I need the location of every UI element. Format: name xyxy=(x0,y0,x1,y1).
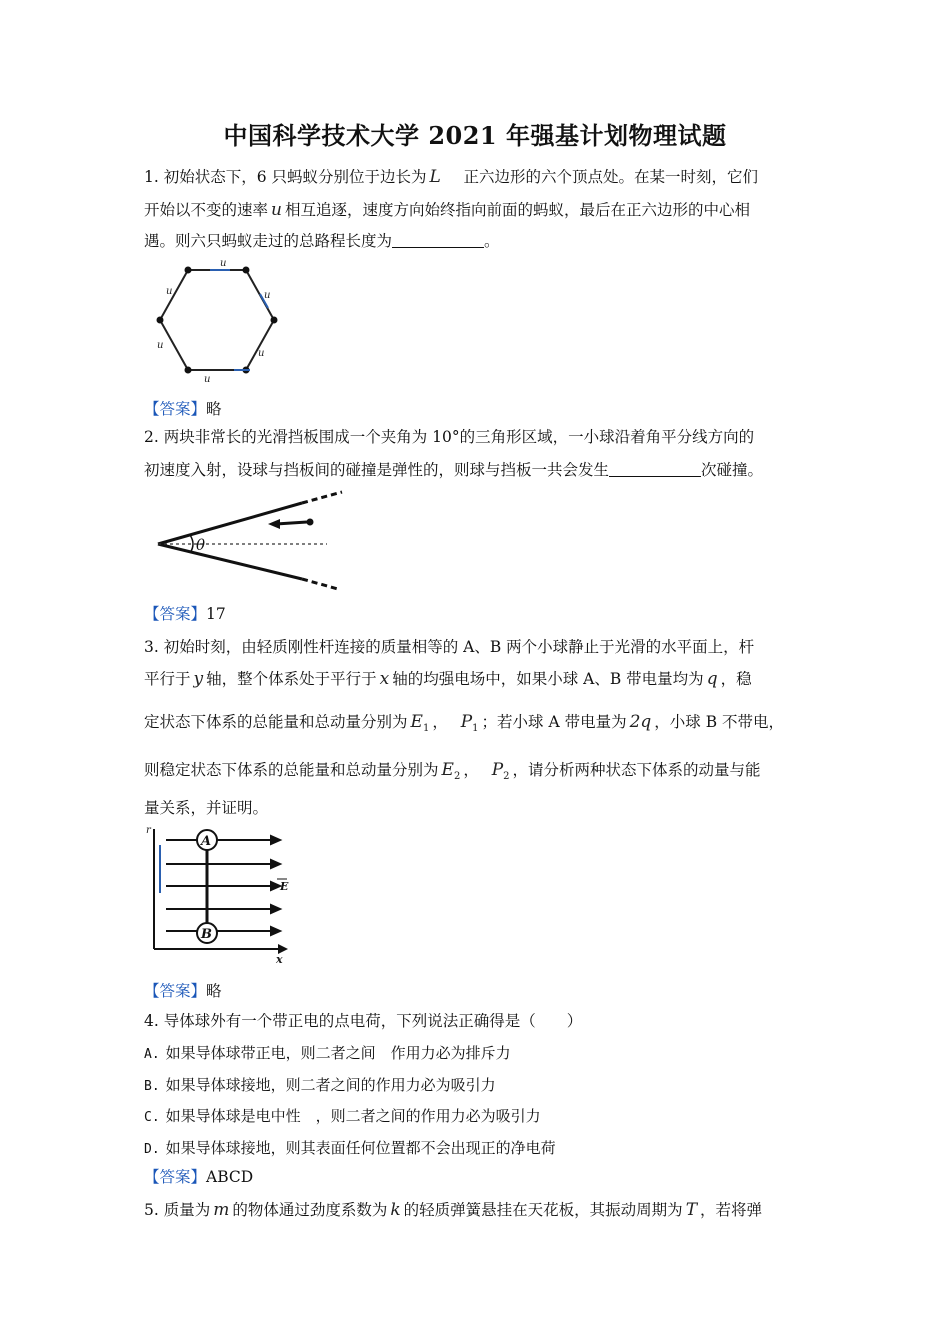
q4-stem: 4. 导体球外有一个带正电的点电荷，下列说法正确得是（ ） xyxy=(144,1012,583,1030)
q3-text: 轴，整个体系处于平行于 xyxy=(206,670,377,688)
subscript: 1 xyxy=(472,723,479,734)
q3-line-2 xyxy=(144,668,752,690)
lower-plate-dashed xyxy=(302,579,338,589)
page-title: 中国科学技术大学 2021 年强基计划物理试题 xyxy=(223,121,727,150)
q4-option-b[interactable] xyxy=(144,1074,496,1095)
subscript: 1 xyxy=(422,723,430,734)
answer-blank[interactable] xyxy=(609,460,701,477)
var-E1 xyxy=(411,712,430,732)
hexagon-outline xyxy=(160,270,274,370)
subscript: 2 xyxy=(453,771,461,782)
q1-text: 相互追逐，速度方向始终指向前面的蚂蚁，最后在正六边形的中心相 xyxy=(284,201,750,219)
q1-line-2 xyxy=(144,199,750,221)
electric-field-figure xyxy=(144,823,294,966)
q4-answer xyxy=(144,1166,253,1188)
q1-text: 1. 初始状态下，6 只蚂蚁分别位于边长为 xyxy=(144,168,427,186)
q5-text: 的轻质弹簧悬挂在天花板，其振动周期为 xyxy=(403,1201,683,1219)
var-P: P xyxy=(491,760,504,780)
var-P2 xyxy=(492,760,510,780)
u-label: u xyxy=(258,348,265,359)
answer-label: 【答案】 xyxy=(144,400,207,418)
var-u: u xyxy=(271,200,282,220)
q3-answer xyxy=(144,980,222,1002)
subscript: 2 xyxy=(503,771,510,782)
option-text: 如果导体球接地，则其表面任何位置都不会出现正的净电荷 xyxy=(165,1139,556,1157)
q3-text: 则稳定状态下体系的总能量和总动量分别为 xyxy=(144,761,439,779)
x-axis-label: x xyxy=(276,953,283,966)
q2-line-2 xyxy=(144,459,763,481)
q2-text: 初速度入射，设球与挡板间的碰撞是弹性的，则球与挡板一共会发生 xyxy=(144,461,610,479)
option-letter: B. xyxy=(144,1079,160,1094)
q1-text: 。 xyxy=(484,232,500,250)
q2-line-1: 2. 两块非常长的光滑挡板围成一个夹角为 10°的三角形区域，一小球沿着角平分线方向的 xyxy=(144,428,755,446)
option-letter: A. xyxy=(144,1047,160,1062)
answer-blank[interactable] xyxy=(392,231,484,248)
var-P1 xyxy=(461,712,479,732)
u-label: u xyxy=(220,258,227,269)
wedge-figure xyxy=(152,487,347,597)
u-label: u xyxy=(157,340,164,351)
hexagon-ants-figure xyxy=(150,258,285,383)
q3-text: ， xyxy=(463,761,479,779)
field-lines xyxy=(166,836,280,935)
var-x: x xyxy=(379,669,390,689)
q3-line-4 xyxy=(144,759,761,788)
ant-dot xyxy=(243,267,250,274)
var-q: q xyxy=(706,669,718,689)
q4-option-d[interactable] xyxy=(144,1137,556,1158)
q2-text: 次碰撞。 xyxy=(701,461,764,479)
ant-dot xyxy=(157,317,164,324)
option-text: 如果导体球接地，则二者之间的作用力必为吸引力 xyxy=(165,1076,496,1094)
q3-text: ；若小球 A 带电量为 xyxy=(481,713,627,731)
theta-label: θ xyxy=(196,536,206,554)
var-E2 xyxy=(442,760,461,780)
q1-answer xyxy=(144,398,222,420)
q1-text: 遇。则六只蚂蚁走过的总路程长度为 xyxy=(144,232,393,250)
q3-line-1: 3. 初始时刻，由轻质刚性杆连接的质量相等的 A、B 两个小球静止于光滑的水平面上，杆 xyxy=(144,638,755,656)
q3-line-3 xyxy=(144,711,784,740)
q5-text: 5. 质量为 xyxy=(144,1201,211,1219)
answer-value: 略 xyxy=(206,400,222,418)
var-y: y xyxy=(193,669,204,689)
q5-text: ，若将弹 xyxy=(700,1201,763,1219)
option-text: 如果导体球带正电，则二者之间 作用力必为排斥力 xyxy=(165,1044,511,1062)
y-axis-label: r xyxy=(146,825,151,836)
q5-line-1 xyxy=(144,1199,762,1221)
var-2q: 2q xyxy=(629,712,652,732)
var-E: E xyxy=(410,712,423,732)
option-letter: D. xyxy=(144,1142,160,1157)
ball-B-label: B xyxy=(201,927,212,942)
q3-text: 平行于 xyxy=(144,670,191,688)
q3-line-5: 量关系，并证明。 xyxy=(144,799,269,817)
q3-text: ， xyxy=(432,713,448,731)
answer-label: 【答案】 xyxy=(144,982,207,1000)
q5-text: 的物体通过劲度系数为 xyxy=(232,1201,388,1219)
field-E-label: E xyxy=(280,880,289,893)
answer-value: 17 xyxy=(206,605,226,623)
u-label: u xyxy=(204,374,211,383)
var-L: L xyxy=(429,167,441,187)
q3-text: 轴的均强电场中，如果小球 A、B 带电量均为 xyxy=(392,670,704,688)
ant-dot xyxy=(271,317,278,324)
answer-value: ABCD xyxy=(206,1168,254,1186)
q3-text: ，稳 xyxy=(720,670,752,688)
velocity-arrow xyxy=(276,522,307,524)
ant-dot xyxy=(185,267,192,274)
q4-option-c[interactable] xyxy=(144,1105,541,1126)
upper-plate-dashed xyxy=(302,492,342,503)
q1-text: 开始以不变的速率 xyxy=(144,201,269,219)
ant-dot xyxy=(185,367,192,374)
var-m: m xyxy=(213,1200,230,1220)
arrow-head xyxy=(268,519,280,529)
q3-text: 定状态下体系的总能量和总动量分别为 xyxy=(144,713,408,731)
answer-label: 【答案】 xyxy=(144,605,207,623)
q1-line-1 xyxy=(144,166,758,188)
var-E: E xyxy=(441,760,454,780)
var-P: P xyxy=(460,712,473,732)
lower-plate xyxy=(158,544,302,579)
q1-text: 正六边形的六个顶点处。在某一时刻，它们 xyxy=(463,168,759,186)
option-text: 如果导体球是电中性 ，则二者之间的作用力必为吸引力 xyxy=(165,1107,541,1125)
q1-line-3 xyxy=(144,230,500,252)
q4-option-a[interactable] xyxy=(144,1042,511,1063)
q3-text: ，小球 B 不带电， xyxy=(654,713,785,731)
u-label: u xyxy=(166,286,173,297)
var-k: k xyxy=(390,1200,401,1220)
q2-answer xyxy=(144,603,226,625)
ball-A-label: A xyxy=(201,834,212,849)
u-label: u xyxy=(264,290,271,301)
ball xyxy=(307,519,314,526)
answer-label: 【答案】 xyxy=(144,1168,207,1186)
answer-value: 略 xyxy=(206,982,222,1000)
option-letter: C. xyxy=(144,1110,160,1125)
q3-text: ，请分析两种状态下体系的动量与能 xyxy=(512,761,761,779)
var-T: T xyxy=(685,1200,698,1220)
